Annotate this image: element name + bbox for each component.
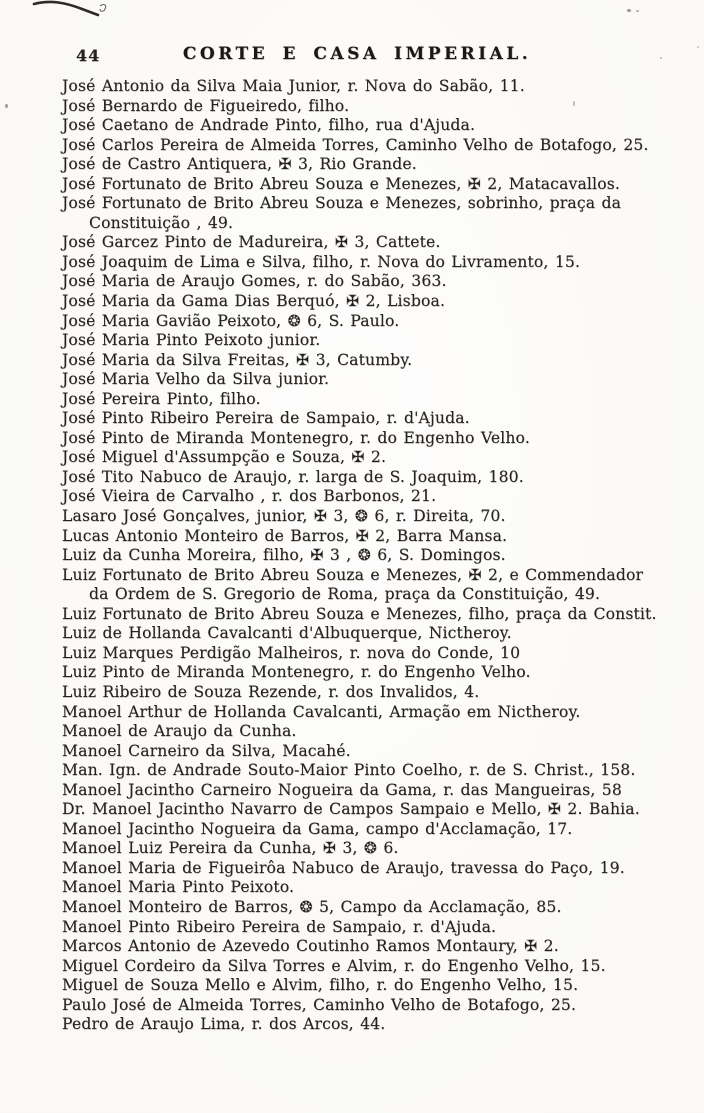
directory-list xyxy=(62,77,674,1035)
directory-entry: da Ordem de S. Gregorio de Roma, praça da Constituição, 49. xyxy=(89,585,601,604)
directory-entry: Luiz da Cunha Moreira, filho, ✠ 3 , ❂ 6, S. Domingos. xyxy=(62,546,506,565)
directory-entry: Manoel Pinto Ribeiro Pereira de Sampaio, r. d'Ajuda. xyxy=(62,917,497,936)
scan-speck xyxy=(697,46,699,48)
directory-entry: Manoel Luiz Pereira da Cunha, ✠ 3, ❂ 6. xyxy=(62,839,399,858)
directory-entry: Luiz Pinto de Miranda Montenegro, r. do Engenho Velho. xyxy=(62,663,531,682)
directory-entry: Miguel de Souza Mello e Alvim, filho, r. do Engenho Velho, 15. xyxy=(62,976,579,995)
directory-entry: Lasaro José Gonçalves, junior, ✠ 3, ❂ 6, r. Direita, 70. xyxy=(62,507,506,526)
directory-entry: Luiz de Hollanda Cavalcanti d'Albuquerque, Nictheroy. xyxy=(62,624,512,643)
directory-entry: José Maria da Silva Freitas, ✠ 3, Catumby. xyxy=(62,350,413,369)
directory-entry: Manoel Jacintho Carneiro Nogueira da Gama, r. das Mangueiras, 58 xyxy=(62,780,622,799)
directory-entry: Constituição , 49. xyxy=(89,213,234,232)
directory-entry: Manoel Jacintho Nogueira da Gama, campo d'Acclamação, 17. xyxy=(62,819,573,838)
directory-entry: José Carlos Pereira de Almeida Torres, Caminho Velho de Botafogo, 25. xyxy=(62,135,649,154)
directory-entry: José Maria da Gama Dias Berquó, ✠ 2, Lisboa. xyxy=(62,292,446,311)
directory-entry: Manoel Carneiro da Silva, Macahé. xyxy=(62,741,351,760)
directory-entry: José Vieira de Carvalho , r. dos Barbonos, 21. xyxy=(62,487,437,506)
directory-entry: José Pinto Ribeiro Pereira de Sampaio, r. d'Ajuda. xyxy=(62,409,470,428)
directory-entry: Lucas Antonio Monteiro de Barros, ✠ 2, Barra Mansa. xyxy=(62,526,508,545)
directory-entry: Luiz Fortunato de Brito Abreu Souza e Menezes, filho, praça da Constit. xyxy=(62,604,657,623)
directory-entry: José Bernardo de Figueiredo, filho. xyxy=(62,96,350,115)
directory-entry: José Maria Velho da Silva junior. xyxy=(62,370,330,389)
directory-entry: Paulo José de Almeida Torres, Caminho Velho de Botafogo, 25. xyxy=(62,995,577,1014)
scan-speck xyxy=(636,10,639,12)
directory-entry: Luiz Ribeiro de Souza Rezende, r. dos Invalidos, 4. xyxy=(62,682,480,701)
directory-entry: José Miguel d'Assumpção e Souza, ✠ 2. xyxy=(62,448,387,467)
directory-entry: José Pinto de Miranda Montenegro, r. do Engenho Velho. xyxy=(62,428,530,447)
directory-entry: Miguel Cordeiro da Silva Torres e Alvim, r. do Engenho Velho, 15. xyxy=(62,956,606,975)
ink-smudge xyxy=(20,0,130,28)
scan-speck xyxy=(627,9,631,12)
directory-entry: Marcos Antonio de Azevedo Coutinho Ramos Montaury, ✠ 2. xyxy=(62,937,559,956)
directory-entry: Luiz Fortunato de Brito Abreu Souza e Menezes, ✠ 2, e Commendador xyxy=(62,565,644,584)
scan-speck xyxy=(5,104,8,108)
directory-entry: José Tito Nabuco de Araujo, r. larga de S. Joaquim, 180. xyxy=(62,467,524,486)
scan-speck xyxy=(660,57,662,59)
directory-entry: José Pereira Pinto, filho. xyxy=(62,389,261,408)
directory-entry: Manoel Arthur de Hollanda Cavalcanti, Armação em Nictheroy. xyxy=(62,702,581,721)
page-number: 44 xyxy=(76,46,101,65)
directory-entry: José de Castro Antiquera, ✠ 3, Rio Grande. xyxy=(62,155,417,174)
page-header xyxy=(60,44,654,66)
directory-entry: Man. Ign. de Andrade Souto-Maior Pinto Coelho, r. de S. Christ., 158. xyxy=(62,761,636,780)
directory-entry: José Fortunato de Brito Abreu Souza e Menezes, ✠ 2, Matacavallos. xyxy=(62,174,620,193)
directory-entry: José Caetano de Andrade Pinto, filho, rua d'Ajuda. xyxy=(62,116,476,135)
directory-entry: Manoel Maria Pinto Peixoto. xyxy=(62,878,295,897)
directory-entry: Pedro de Araujo Lima, r. dos Arcos, 44. xyxy=(62,1015,386,1034)
directory-entry: José Fortunato de Brito Abreu Souza e Menezes, sobrinho, praça da xyxy=(62,194,622,213)
directory-entry: José Maria Gavião Peixoto, ❂ 6, S. Paulo. xyxy=(62,311,400,330)
directory-entry: José Antonio da Silva Maia Junior, r. Nova do Sabão, 11. xyxy=(62,77,525,95)
directory-entry: José Maria Pinto Peixoto junior. xyxy=(62,331,321,350)
directory-entry: José Maria de Araujo Gomes, r. do Sabão, 363. xyxy=(62,272,447,291)
directory-entry: Manoel Monteiro de Barros, ❂ 5, Campo da Acclamação, 85. xyxy=(62,897,562,916)
directory-entry: Manoel de Araujo da Cunha. xyxy=(62,722,297,741)
directory-entry: José Joaquim de Lima e Silva, filho, r. Nova do Livramento, 15. xyxy=(62,252,581,271)
directory-entry: Luiz Marques Perdigão Malheiros, r. nova do Conde, 10 xyxy=(62,643,521,662)
directory-entry: Manoel Maria de Figueirôa Nabuco de Araujo, travessa do Paço, 19. xyxy=(62,858,625,877)
directory-entry: Dr. Manoel Jacintho Navarro de Campos Sampaio e Mello, ✠ 2. Bahia. xyxy=(62,800,640,819)
directory-entry: José Garcez Pinto de Madureira, ✠ 3, Cattete. xyxy=(62,233,441,252)
page-header-title: CORTE E CASA IMPERIAL. xyxy=(182,44,532,64)
